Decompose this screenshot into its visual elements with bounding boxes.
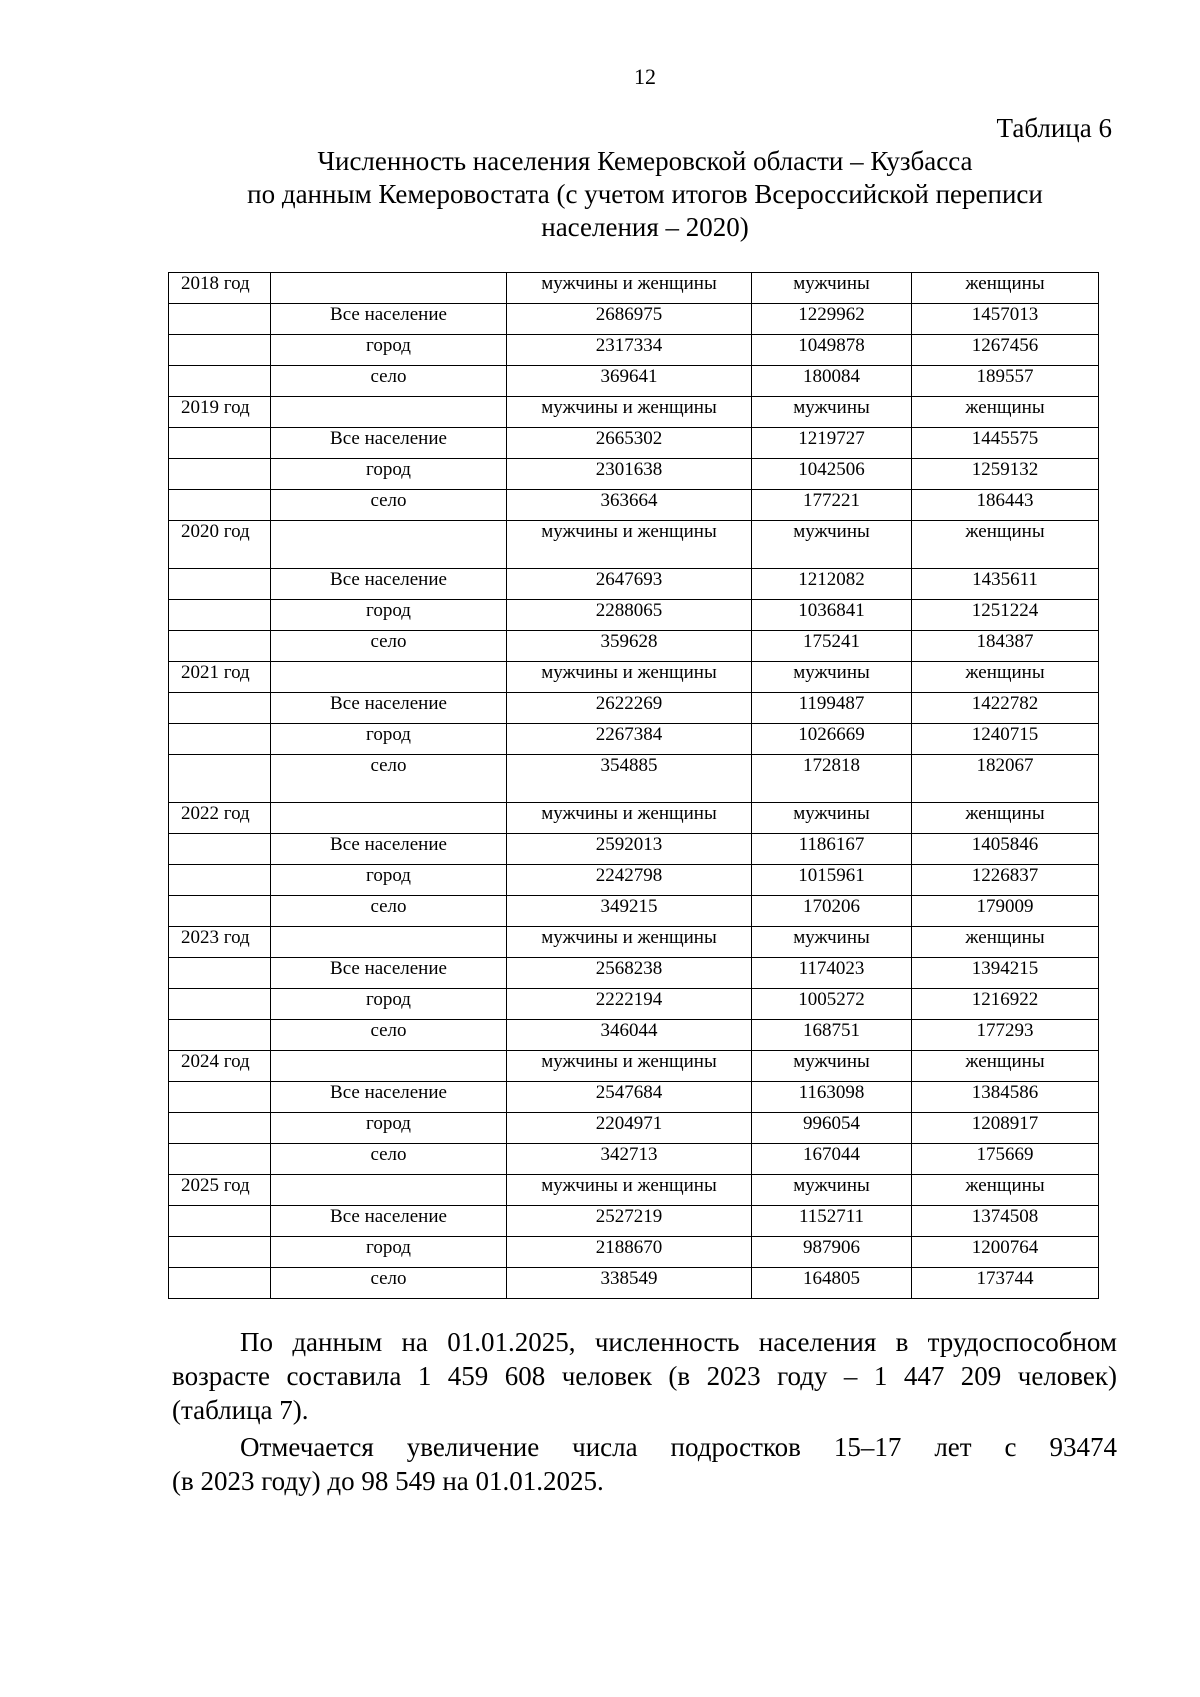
empty-cell — [169, 724, 271, 755]
men-value-cell: 1036841 — [752, 600, 912, 631]
total-value-cell: 2665302 — [507, 428, 752, 459]
year-header-row — [169, 521, 1099, 569]
women-value-cell: 184387 — [912, 631, 1099, 662]
column-header-women: женщины — [912, 803, 1099, 834]
table-label: Таблица 6 — [996, 113, 1112, 143]
total-value-cell: 2288065 — [507, 600, 752, 631]
column-header-total: мужчины и женщины — [507, 803, 752, 834]
population-table — [168, 272, 1099, 1299]
women-value-cell: 173744 — [912, 1268, 1099, 1299]
total-value-cell: 2568238 — [507, 958, 752, 989]
year-cell: 2021 год — [169, 662, 271, 693]
total-value-cell: 2222194 — [507, 989, 752, 1020]
row-label-cell: Все население — [271, 304, 507, 335]
table-row — [169, 631, 1099, 662]
year-cell: 2023 год — [169, 927, 271, 958]
column-header-total: мужчины и женщины — [507, 1051, 752, 1082]
column-header-men: мужчины — [752, 927, 912, 958]
men-value-cell: 1015961 — [752, 865, 912, 896]
table-row — [169, 834, 1099, 865]
column-header-men: мужчины — [752, 662, 912, 693]
paragraph-line: возрасте составила 1 459 608 человек (в 2023 году – 1 447 209 человек) — [172, 1361, 1117, 1391]
women-value-cell: 1226837 — [912, 865, 1099, 896]
table-title-line: Численность населения Кемеровской области – Кузбасса — [317, 146, 973, 176]
table-title — [170, 145, 1120, 244]
empty-cell — [271, 803, 507, 834]
empty-cell — [169, 490, 271, 521]
total-value-cell: 2317334 — [507, 335, 752, 366]
men-value-cell: 1199487 — [752, 693, 912, 724]
table-row — [169, 989, 1099, 1020]
row-label-cell: город — [271, 600, 507, 631]
women-value-cell: 1445575 — [912, 428, 1099, 459]
row-label-cell: город — [271, 989, 507, 1020]
empty-cell — [169, 896, 271, 927]
men-value-cell: 167044 — [752, 1144, 912, 1175]
total-value-cell: 2242798 — [507, 865, 752, 896]
men-value-cell: 172818 — [752, 755, 912, 803]
total-value-cell: 2686975 — [507, 304, 752, 335]
table-row — [169, 428, 1099, 459]
row-label-cell: село — [271, 755, 507, 803]
men-value-cell: 168751 — [752, 1020, 912, 1051]
row-label-cell: Все население — [271, 1206, 507, 1237]
men-value-cell: 170206 — [752, 896, 912, 927]
table-row — [169, 490, 1099, 521]
empty-cell — [271, 273, 507, 304]
row-label-cell: город — [271, 335, 507, 366]
paragraph-line: (таблица 7). — [172, 1395, 309, 1425]
column-header-total: мужчины и женщины — [507, 397, 752, 428]
men-value-cell: 1005272 — [752, 989, 912, 1020]
row-label-cell: Все население — [271, 693, 507, 724]
empty-cell — [169, 693, 271, 724]
empty-cell — [169, 459, 271, 490]
men-value-cell: 1152711 — [752, 1206, 912, 1237]
row-label-cell: село — [271, 1020, 507, 1051]
year-cell: 2024 год — [169, 1051, 271, 1082]
row-label-cell: Все население — [271, 1082, 507, 1113]
table-row — [169, 366, 1099, 397]
row-label-cell: село — [271, 1268, 507, 1299]
total-value-cell: 2592013 — [507, 834, 752, 865]
empty-cell — [169, 1082, 271, 1113]
men-value-cell: 175241 — [752, 631, 912, 662]
paragraph-line — [172, 1325, 1117, 1359]
page-number: 12 — [634, 64, 656, 89]
table-row — [169, 1268, 1099, 1299]
empty-cell — [169, 865, 271, 896]
row-label-cell: село — [271, 631, 507, 662]
total-value-cell: 359628 — [507, 631, 752, 662]
column-header-total: мужчины и женщины — [507, 521, 752, 569]
empty-cell — [271, 521, 507, 569]
row-label-cell: Все население — [271, 958, 507, 989]
women-value-cell: 1267456 — [912, 335, 1099, 366]
year-cell: 2020 год — [169, 521, 271, 569]
men-value-cell: 180084 — [752, 366, 912, 397]
men-value-cell: 1186167 — [752, 834, 912, 865]
year-cell: 2018 год — [169, 273, 271, 304]
empty-cell — [169, 600, 271, 631]
table-row — [169, 569, 1099, 600]
table-row — [169, 755, 1099, 803]
table-row — [169, 1144, 1099, 1175]
year-header-row — [169, 397, 1099, 428]
empty-cell — [271, 927, 507, 958]
table-row — [169, 335, 1099, 366]
empty-cell — [169, 569, 271, 600]
men-value-cell: 1026669 — [752, 724, 912, 755]
total-value-cell: 338549 — [507, 1268, 752, 1299]
total-value-cell: 363664 — [507, 490, 752, 521]
women-value-cell: 1208917 — [912, 1113, 1099, 1144]
women-value-cell: 182067 — [912, 755, 1099, 803]
men-value-cell: 1229962 — [752, 304, 912, 335]
row-label-cell: Все население — [271, 428, 507, 459]
women-value-cell: 1422782 — [912, 693, 1099, 724]
total-value-cell: 346044 — [507, 1020, 752, 1051]
row-label-cell: село — [271, 896, 507, 927]
men-value-cell: 1163098 — [752, 1082, 912, 1113]
total-value-cell: 2204971 — [507, 1113, 752, 1144]
men-value-cell: 1174023 — [752, 958, 912, 989]
year-header-row — [169, 1051, 1099, 1082]
empty-cell — [169, 335, 271, 366]
empty-cell — [169, 1020, 271, 1051]
table-row — [169, 1082, 1099, 1113]
total-value-cell: 2267384 — [507, 724, 752, 755]
empty-cell — [169, 989, 271, 1020]
row-label-cell: город — [271, 1237, 507, 1268]
column-header-women: женщины — [912, 1175, 1099, 1206]
women-value-cell: 1405846 — [912, 834, 1099, 865]
empty-cell — [169, 428, 271, 459]
year-cell: 2025 год — [169, 1175, 271, 1206]
men-value-cell: 1049878 — [752, 335, 912, 366]
table-title-line: населения – 2020) — [541, 212, 749, 242]
total-value-cell: 2527219 — [507, 1206, 752, 1237]
women-value-cell: 179009 — [912, 896, 1099, 927]
column-header-women: женщины — [912, 273, 1099, 304]
row-label-cell: город — [271, 865, 507, 896]
column-header-men: мужчины — [752, 1175, 912, 1206]
column-header-women: женщины — [912, 927, 1099, 958]
column-header-total: мужчины и женщины — [507, 1175, 752, 1206]
empty-cell — [271, 662, 507, 693]
year-header-row — [169, 1175, 1099, 1206]
column-header-total: мужчины и женщины — [507, 662, 752, 693]
women-value-cell: 1240715 — [912, 724, 1099, 755]
year-cell: 2019 год — [169, 397, 271, 428]
women-value-cell: 1435611 — [912, 569, 1099, 600]
women-value-cell: 1216922 — [912, 989, 1099, 1020]
men-value-cell: 1219727 — [752, 428, 912, 459]
total-value-cell: 342713 — [507, 1144, 752, 1175]
men-value-cell: 987906 — [752, 1237, 912, 1268]
empty-cell — [169, 1144, 271, 1175]
men-value-cell: 1042506 — [752, 459, 912, 490]
population-table-body — [169, 273, 1099, 1299]
table-row — [169, 459, 1099, 490]
column-header-total: мужчины и женщины — [507, 273, 752, 304]
table-row — [169, 1020, 1099, 1051]
total-value-cell: 2188670 — [507, 1237, 752, 1268]
total-value-cell: 349215 — [507, 896, 752, 927]
empty-cell — [169, 755, 271, 803]
table-row — [169, 724, 1099, 755]
column-header-men: мужчины — [752, 803, 912, 834]
empty-cell — [169, 304, 271, 335]
men-value-cell: 1212082 — [752, 569, 912, 600]
year-header-row — [169, 662, 1099, 693]
empty-cell — [169, 1206, 271, 1237]
paragraph-line — [172, 1430, 1117, 1464]
table-row — [169, 1237, 1099, 1268]
empty-cell — [271, 1175, 507, 1206]
column-header-women: женщины — [912, 662, 1099, 693]
column-header-men: мужчины — [752, 521, 912, 569]
empty-cell — [169, 1237, 271, 1268]
column-header-men: мужчины — [752, 1051, 912, 1082]
table-row — [169, 304, 1099, 335]
column-header-men: мужчины — [752, 397, 912, 428]
column-header-women: женщины — [912, 521, 1099, 569]
empty-cell — [169, 958, 271, 989]
row-label-cell: Все население — [271, 834, 507, 865]
column-header-women: женщины — [912, 1051, 1099, 1082]
column-header-total: мужчины и женщины — [507, 927, 752, 958]
row-label-cell: село — [271, 366, 507, 397]
total-value-cell: 2547684 — [507, 1082, 752, 1113]
empty-cell — [271, 397, 507, 428]
women-value-cell: 1374508 — [912, 1206, 1099, 1237]
year-header-row — [169, 273, 1099, 304]
table-row — [169, 1206, 1099, 1237]
year-header-row — [169, 927, 1099, 958]
paragraph-line: (в 2023 году) до 98 549 на 01.01.2025. — [172, 1466, 604, 1496]
women-value-cell: 175669 — [912, 1144, 1099, 1175]
women-value-cell: 1200764 — [912, 1237, 1099, 1268]
row-label-cell: город — [271, 724, 507, 755]
year-cell: 2022 год — [169, 803, 271, 834]
empty-cell — [169, 1268, 271, 1299]
women-value-cell: 1251224 — [912, 600, 1099, 631]
empty-cell — [169, 1113, 271, 1144]
year-header-row — [169, 803, 1099, 834]
total-value-cell: 369641 — [507, 366, 752, 397]
women-value-cell: 1384586 — [912, 1082, 1099, 1113]
total-value-cell: 2622269 — [507, 693, 752, 724]
women-value-cell: 186443 — [912, 490, 1099, 521]
table-row — [169, 693, 1099, 724]
women-value-cell: 189557 — [912, 366, 1099, 397]
table-title-line: по данным Кемеровостата (с учетом итогов Всероссийской переписи — [247, 179, 1043, 209]
total-value-cell: 2647693 — [507, 569, 752, 600]
row-label-cell: Все население — [271, 569, 507, 600]
table-row — [169, 958, 1099, 989]
men-value-cell: 177221 — [752, 490, 912, 521]
table-row — [169, 896, 1099, 927]
total-value-cell: 2301638 — [507, 459, 752, 490]
row-label-cell: село — [271, 490, 507, 521]
paragraph-text: По данным на 01.01.2025, численность населения в трудоспособном — [240, 1327, 1117, 1357]
row-label-cell: город — [271, 1113, 507, 1144]
women-value-cell: 1394215 — [912, 958, 1099, 989]
men-value-cell: 996054 — [752, 1113, 912, 1144]
women-value-cell: 177293 — [912, 1020, 1099, 1051]
empty-cell — [271, 1051, 507, 1082]
empty-cell — [169, 631, 271, 662]
men-value-cell: 164805 — [752, 1268, 912, 1299]
row-label-cell: село — [271, 1144, 507, 1175]
empty-cell — [169, 834, 271, 865]
paragraph-text: Отмечается увеличение числа подростков 15–17 лет с 93474 — [240, 1432, 1117, 1462]
women-value-cell: 1259132 — [912, 459, 1099, 490]
empty-cell — [169, 366, 271, 397]
column-header-women: женщины — [912, 397, 1099, 428]
column-header-men: мужчины — [752, 273, 912, 304]
total-value-cell: 354885 — [507, 755, 752, 803]
table-row — [169, 865, 1099, 896]
table-row — [169, 1113, 1099, 1144]
table-row — [169, 600, 1099, 631]
row-label-cell: город — [271, 459, 507, 490]
women-value-cell: 1457013 — [912, 304, 1099, 335]
